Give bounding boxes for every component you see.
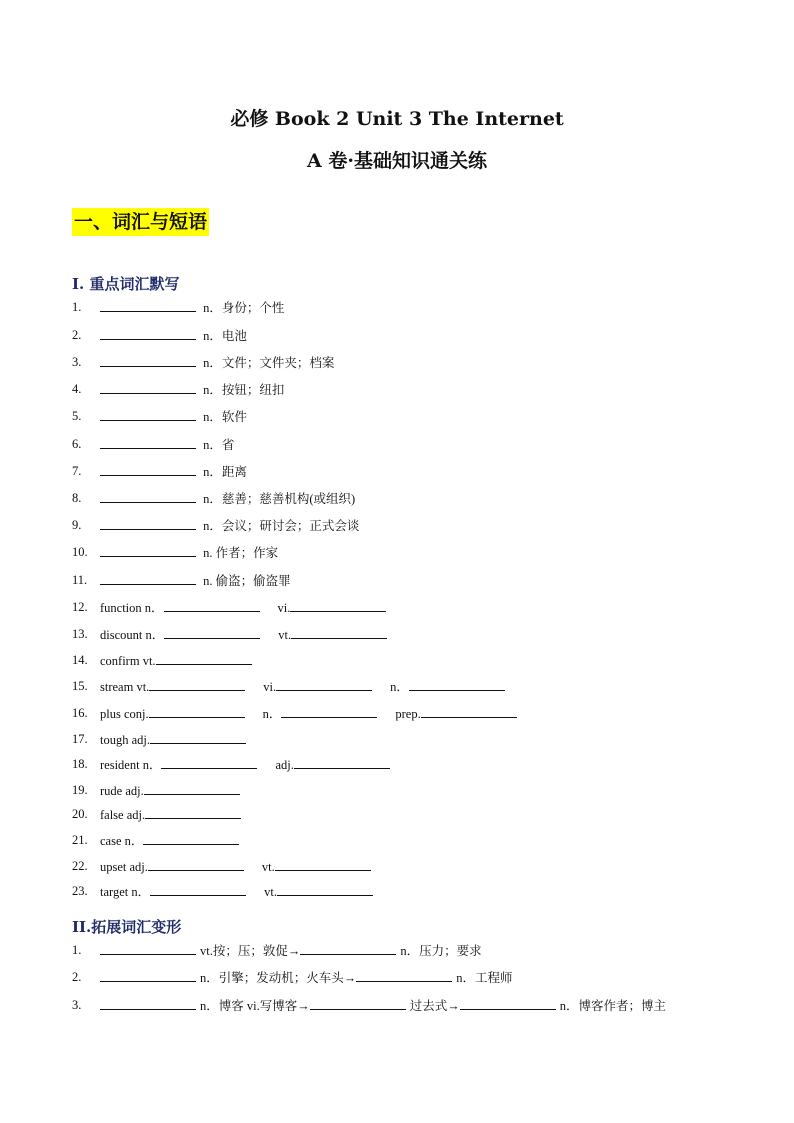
item-body — [100, 703, 521, 724]
item-body — [100, 570, 291, 591]
page-subtitle: A 卷·基础知识通关练 — [307, 150, 487, 172]
answer-blank[interactable] — [100, 542, 196, 557]
item-text: tough adj. — [100, 733, 150, 747]
item-number: 9. — [72, 518, 82, 532]
answer-blank[interactable] — [460, 995, 556, 1010]
item-number: 19. — [72, 783, 88, 797]
answer-blank[interactable] — [290, 597, 386, 612]
item-number: 10. — [72, 545, 88, 559]
item-number: 1. — [72, 300, 82, 314]
item-text: n．博客作者；博主 — [559, 999, 667, 1013]
section-heading: 一、词汇与短语 — [72, 208, 209, 236]
item-number: 23. — [72, 884, 88, 898]
item-text: n．工程师 — [456, 971, 513, 985]
answer-blank[interactable] — [143, 830, 239, 845]
item-body — [100, 461, 247, 482]
answer-blank[interactable] — [356, 967, 452, 982]
answer-blank[interactable] — [100, 570, 196, 585]
item-text: n．会议；研讨会；正式会谈 — [200, 519, 360, 533]
item-text: n．身份；个性 — [200, 301, 285, 315]
item-text: n. 偷盗；偷盗罪 — [200, 574, 291, 588]
item-text: function n． — [100, 601, 164, 615]
item-body — [100, 754, 394, 775]
answer-blank[interactable] — [277, 881, 373, 896]
item-body — [100, 830, 243, 851]
item-body — [100, 650, 256, 671]
item-number: 16. — [72, 706, 88, 720]
answer-blank[interactable] — [144, 780, 240, 795]
item-number: 2. — [72, 970, 82, 984]
item-body — [100, 515, 359, 536]
item-text: n．引擎；发动机；火车头→ — [200, 971, 357, 985]
item-text: n．距离 — [200, 465, 247, 479]
item-number: 22. — [72, 859, 88, 873]
answer-blank[interactable] — [100, 352, 196, 367]
item-number: 11. — [72, 573, 88, 587]
item-text: adj. — [275, 758, 294, 772]
item-number: 3. — [72, 355, 82, 369]
item-number: 20. — [72, 807, 88, 821]
item-text: vt. — [264, 885, 277, 899]
item-text: upset adj. — [100, 860, 148, 874]
item-body — [100, 542, 278, 563]
item-text: n．慈善；慈善机构(或组织) — [200, 492, 356, 506]
answer-blank[interactable] — [164, 624, 260, 639]
answer-blank[interactable] — [100, 297, 196, 312]
item-text: n．按钮；纽扣 — [200, 383, 285, 397]
item-body — [100, 325, 247, 346]
answer-blank[interactable] — [300, 940, 396, 955]
item-text: discount n． — [100, 628, 165, 642]
answer-blank[interactable] — [164, 597, 260, 612]
answer-blank[interactable] — [421, 703, 517, 718]
answer-blank[interactable] — [409, 676, 505, 691]
item-number: 2. — [72, 328, 82, 342]
item-body — [100, 434, 234, 455]
item-body — [100, 379, 284, 400]
item-text: resident n． — [100, 758, 162, 772]
item-text: vt. — [261, 860, 275, 874]
answer-blank[interactable] — [100, 325, 196, 340]
answer-blank[interactable] — [161, 754, 257, 769]
item-number: 12. — [72, 600, 88, 614]
item-text: vt. — [278, 628, 292, 642]
answer-blank[interactable] — [100, 434, 196, 449]
item-text: plus conj. — [100, 707, 149, 721]
item-text: n． — [262, 707, 282, 721]
answer-blank[interactable] — [148, 856, 244, 871]
item-number: 5. — [72, 409, 82, 423]
part1-heading: I. 重点词汇默写 — [72, 275, 180, 293]
item-number: 4. — [72, 382, 82, 396]
item-text: vt.按；压；敦促→ — [200, 944, 301, 958]
item-text: n．软件 — [200, 410, 247, 424]
item-body — [100, 881, 377, 902]
item-number: 18. — [72, 757, 88, 771]
item-number: 15. — [72, 679, 88, 693]
item-text: n． — [390, 680, 409, 694]
item-number: 3. — [72, 998, 82, 1012]
item-body — [100, 352, 334, 373]
answer-blank[interactable] — [310, 995, 406, 1010]
answer-blank[interactable] — [100, 488, 196, 503]
item-body — [100, 729, 250, 750]
answer-blank[interactable] — [294, 754, 390, 769]
item-body — [100, 804, 245, 825]
item-number: 17. — [72, 732, 88, 746]
item-body — [100, 624, 391, 645]
part2-heading: II.拓展词汇变形 — [72, 918, 182, 936]
answer-blank[interactable] — [100, 406, 196, 421]
item-body — [100, 967, 513, 988]
item-number: 6. — [72, 437, 82, 451]
item-number: 21. — [72, 833, 88, 847]
answer-blank[interactable] — [149, 676, 245, 691]
item-body — [100, 488, 355, 509]
item-number: 7. — [72, 464, 82, 478]
item-body — [100, 406, 247, 427]
item-text: n．文件；文件夹；档案 — [200, 356, 335, 370]
item-body — [100, 297, 284, 318]
item-text: 过去式→ — [409, 999, 460, 1013]
answer-blank[interactable] — [281, 703, 377, 718]
answer-blank[interactable] — [100, 967, 196, 982]
item-body — [100, 676, 509, 697]
item-number: 8. — [72, 491, 82, 505]
page-title: 必修 Book 2 Unit 3 The Internet — [230, 108, 564, 130]
answer-blank[interactable] — [156, 650, 252, 665]
answer-blank[interactable] — [150, 729, 246, 744]
answer-blank[interactable] — [100, 461, 196, 476]
item-body — [100, 856, 375, 877]
item-body — [100, 940, 482, 961]
item-text: prep. — [395, 707, 421, 721]
item-text: n．省 — [200, 438, 235, 452]
answer-blank[interactable] — [150, 881, 246, 896]
item-text: vi. — [263, 680, 277, 694]
item-body — [100, 995, 666, 1016]
item-text: confirm vt. — [100, 654, 156, 668]
item-text: false adj. — [100, 808, 146, 822]
answer-blank[interactable] — [149, 703, 245, 718]
item-body — [100, 597, 390, 618]
item-number: 1. — [72, 943, 82, 957]
answer-blank[interactable] — [275, 856, 371, 871]
answer-blank[interactable] — [276, 676, 372, 691]
item-text: case n． — [100, 834, 144, 848]
answer-blank[interactable] — [100, 379, 196, 394]
item-text: target n． — [100, 885, 151, 899]
item-text: stream vt. — [100, 680, 150, 694]
answer-blank[interactable] — [100, 995, 196, 1010]
item-text: n．博客 vi.写博客→ — [200, 999, 310, 1013]
item-body — [100, 780, 244, 801]
item-number: 13. — [72, 627, 88, 641]
answer-blank[interactable] — [100, 940, 196, 955]
answer-blank[interactable] — [100, 515, 196, 530]
answer-blank[interactable] — [145, 804, 241, 819]
answer-blank[interactable] — [291, 624, 387, 639]
item-text: vi. — [277, 601, 291, 615]
item-text: n．压力；要求 — [400, 944, 482, 958]
item-text: n．电池 — [200, 329, 247, 343]
item-text: rude adj. — [100, 784, 144, 798]
item-number: 14. — [72, 653, 88, 667]
item-text: n. 作者；作家 — [200, 546, 279, 560]
